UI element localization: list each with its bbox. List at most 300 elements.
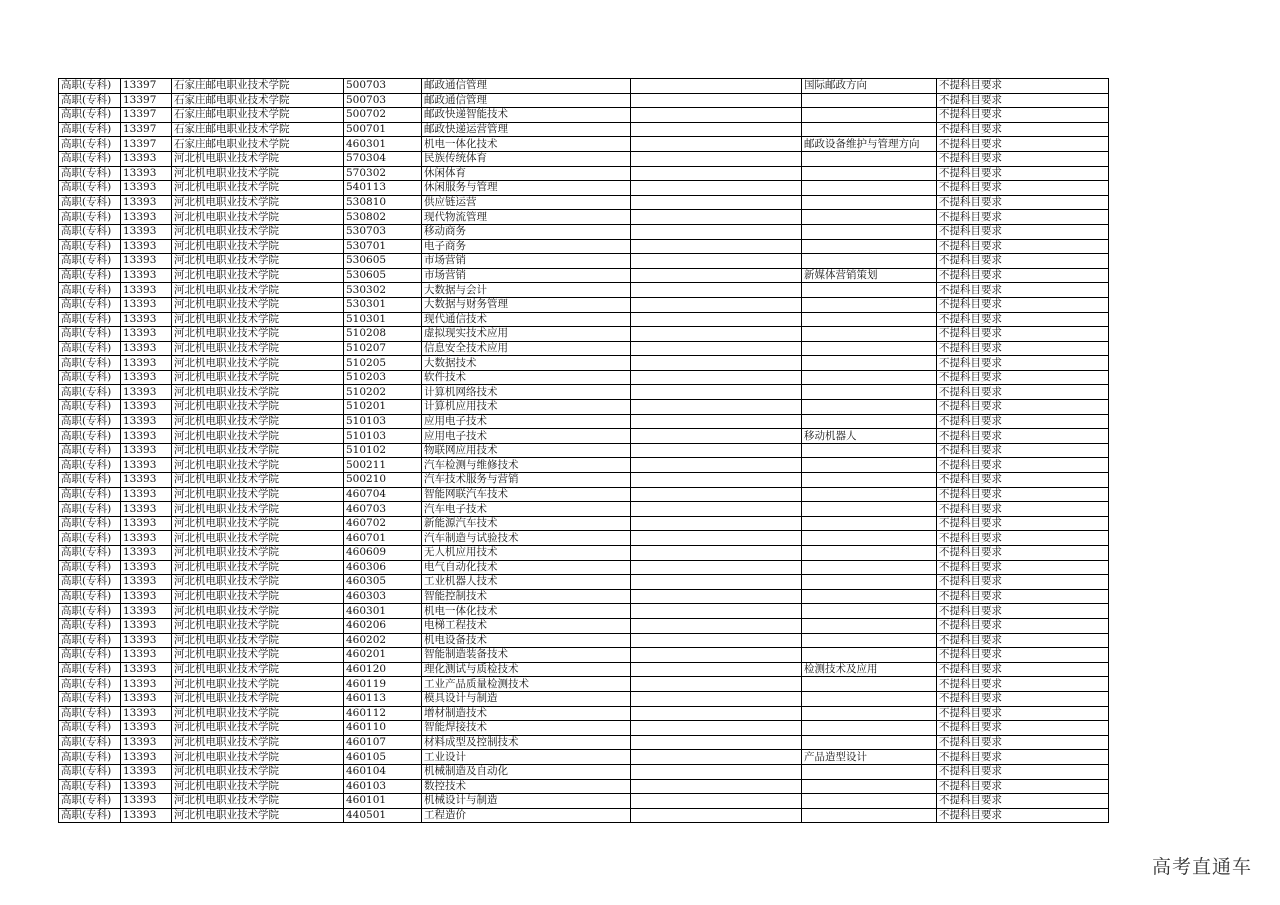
table-row bbox=[59, 356, 1109, 371]
level-cell: 高职(专科) bbox=[59, 604, 121, 619]
direction-cell bbox=[802, 312, 937, 327]
level-cell: 高职(专科) bbox=[59, 254, 121, 269]
requirement-cell: 不提科目要求 bbox=[937, 487, 1109, 502]
requirement-cell: 不提科目要求 bbox=[937, 779, 1109, 794]
major-name-cell: 机械设计与制造 bbox=[422, 794, 631, 809]
school-name-cell: 河北机电职业技术学院 bbox=[172, 808, 344, 823]
direction-cell bbox=[802, 327, 937, 342]
major-code-cell: 530302 bbox=[344, 283, 422, 298]
major-code-cell: 460113 bbox=[344, 691, 422, 706]
requirement-cell: 不提科目要求 bbox=[937, 764, 1109, 779]
major-name-cell: 汽车制造与试验技术 bbox=[422, 531, 631, 546]
school-name-cell: 河北机电职业技术学院 bbox=[172, 516, 344, 531]
table-row bbox=[59, 297, 1109, 312]
table-row bbox=[59, 181, 1109, 196]
requirement-cell: 不提科目要求 bbox=[937, 151, 1109, 166]
level-cell: 高职(专科) bbox=[59, 648, 121, 663]
major-name-cell: 汽车电子技术 bbox=[422, 502, 631, 517]
school-code-cell: 13393 bbox=[121, 779, 172, 794]
major-code-cell: 460101 bbox=[344, 794, 422, 809]
direction-cell bbox=[802, 604, 937, 619]
table-row bbox=[59, 385, 1109, 400]
table-row bbox=[59, 429, 1109, 444]
note-cell bbox=[631, 502, 802, 517]
note-cell bbox=[631, 370, 802, 385]
major-name-cell: 汽车检测与维修技术 bbox=[422, 458, 631, 473]
school-code-cell: 13393 bbox=[121, 750, 172, 765]
direction-cell bbox=[802, 706, 937, 721]
note-cell bbox=[631, 546, 802, 561]
level-cell: 高职(专科) bbox=[59, 268, 121, 283]
school-name-cell: 河北机电职业技术学院 bbox=[172, 370, 344, 385]
school-code-cell: 13393 bbox=[121, 560, 172, 575]
major-code-cell: 510205 bbox=[344, 356, 422, 371]
level-cell: 高职(专科) bbox=[59, 181, 121, 196]
requirement-cell: 不提科目要求 bbox=[937, 560, 1109, 575]
note-cell bbox=[631, 750, 802, 765]
note-cell bbox=[631, 312, 802, 327]
level-cell: 高职(专科) bbox=[59, 151, 121, 166]
note-cell bbox=[631, 79, 802, 94]
major-code-cell: 510203 bbox=[344, 370, 422, 385]
level-cell: 高职(专科) bbox=[59, 750, 121, 765]
school-code-cell: 13393 bbox=[121, 575, 172, 590]
direction-cell bbox=[802, 473, 937, 488]
requirement-cell: 不提科目要求 bbox=[937, 356, 1109, 371]
major-code-cell: 460103 bbox=[344, 779, 422, 794]
major-name-cell: 休闲体育 bbox=[422, 166, 631, 181]
school-code-cell: 13393 bbox=[121, 166, 172, 181]
note-cell bbox=[631, 458, 802, 473]
major-code-cell: 460305 bbox=[344, 575, 422, 590]
major-code-cell: 460301 bbox=[344, 137, 422, 152]
requirement-cell: 不提科目要求 bbox=[937, 181, 1109, 196]
school-name-cell: 石家庄邮电职业技术学院 bbox=[172, 137, 344, 152]
note-cell bbox=[631, 808, 802, 823]
requirement-cell: 不提科目要求 bbox=[937, 93, 1109, 108]
requirement-cell: 不提科目要求 bbox=[937, 79, 1109, 94]
major-name-cell: 物联网应用技术 bbox=[422, 443, 631, 458]
major-code-cell: 510201 bbox=[344, 400, 422, 415]
note-cell bbox=[631, 283, 802, 298]
note-cell bbox=[631, 633, 802, 648]
requirement-cell: 不提科目要求 bbox=[937, 473, 1109, 488]
note-cell bbox=[631, 239, 802, 254]
school-code-cell: 13393 bbox=[121, 210, 172, 225]
requirement-cell: 不提科目要求 bbox=[937, 312, 1109, 327]
major-code-cell: 500210 bbox=[344, 473, 422, 488]
level-cell: 高职(专科) bbox=[59, 779, 121, 794]
level-cell: 高职(专科) bbox=[59, 677, 121, 692]
major-name-cell: 工业机器人技术 bbox=[422, 575, 631, 590]
table-body bbox=[59, 79, 1109, 823]
school-code-cell: 13393 bbox=[121, 297, 172, 312]
requirement-cell: 不提科目要求 bbox=[937, 268, 1109, 283]
school-name-cell: 河北机电职业技术学院 bbox=[172, 633, 344, 648]
school-name-cell: 河北机电职业技术学院 bbox=[172, 546, 344, 561]
note-cell bbox=[631, 575, 802, 590]
direction-cell bbox=[802, 487, 937, 502]
table-row bbox=[59, 122, 1109, 137]
school-code-cell: 13393 bbox=[121, 648, 172, 663]
direction-cell bbox=[802, 400, 937, 415]
note-cell bbox=[631, 648, 802, 663]
school-name-cell: 河北机电职业技术学院 bbox=[172, 764, 344, 779]
direction-cell bbox=[802, 633, 937, 648]
major-code-cell: 440501 bbox=[344, 808, 422, 823]
direction-cell bbox=[802, 122, 937, 137]
major-code-cell: 510103 bbox=[344, 414, 422, 429]
table-row bbox=[59, 706, 1109, 721]
requirement-cell: 不提科目要求 bbox=[937, 604, 1109, 619]
table-row bbox=[59, 370, 1109, 385]
school-code-cell: 13393 bbox=[121, 618, 172, 633]
level-cell: 高职(专科) bbox=[59, 297, 121, 312]
major-name-cell: 供应链运营 bbox=[422, 195, 631, 210]
school-name-cell: 河北机电职业技术学院 bbox=[172, 794, 344, 809]
table-row bbox=[59, 254, 1109, 269]
school-name-cell: 河北机电职业技术学院 bbox=[172, 268, 344, 283]
school-code-cell: 13393 bbox=[121, 429, 172, 444]
school-code-cell: 13393 bbox=[121, 735, 172, 750]
major-name-cell: 无人机应用技术 bbox=[422, 546, 631, 561]
requirement-cell: 不提科目要求 bbox=[937, 224, 1109, 239]
major-code-cell: 460301 bbox=[344, 604, 422, 619]
school-code-cell: 13393 bbox=[121, 764, 172, 779]
direction-cell bbox=[802, 502, 937, 517]
direction-cell bbox=[802, 181, 937, 196]
major-name-cell: 大数据技术 bbox=[422, 356, 631, 371]
note-cell bbox=[631, 195, 802, 210]
direction-cell bbox=[802, 589, 937, 604]
school-name-cell: 河北机电职业技术学院 bbox=[172, 735, 344, 750]
level-cell: 高职(专科) bbox=[59, 400, 121, 415]
major-code-cell: 460303 bbox=[344, 589, 422, 604]
note-cell bbox=[631, 181, 802, 196]
level-cell: 高职(专科) bbox=[59, 589, 121, 604]
note-cell bbox=[631, 400, 802, 415]
major-code-cell: 510301 bbox=[344, 312, 422, 327]
note-cell bbox=[631, 677, 802, 692]
school-name-cell: 石家庄邮电职业技术学院 bbox=[172, 108, 344, 123]
school-code-cell: 13393 bbox=[121, 808, 172, 823]
school-name-cell: 河北机电职业技术学院 bbox=[172, 604, 344, 619]
major-name-cell: 信息安全技术应用 bbox=[422, 341, 631, 356]
table-row bbox=[59, 691, 1109, 706]
direction-cell bbox=[802, 195, 937, 210]
table-row bbox=[59, 239, 1109, 254]
major-code-cell: 510103 bbox=[344, 429, 422, 444]
school-name-cell: 河北机电职业技术学院 bbox=[172, 151, 344, 166]
direction-cell: 邮政设备维护与管理方向 bbox=[802, 137, 937, 152]
direction-cell bbox=[802, 370, 937, 385]
level-cell: 高职(专科) bbox=[59, 487, 121, 502]
direction-cell bbox=[802, 254, 937, 269]
school-name-cell: 河北机电职业技术学院 bbox=[172, 224, 344, 239]
requirement-cell: 不提科目要求 bbox=[937, 283, 1109, 298]
note-cell bbox=[631, 794, 802, 809]
table-row bbox=[59, 735, 1109, 750]
major-name-cell: 智能控制技术 bbox=[422, 589, 631, 604]
requirement-cell: 不提科目要求 bbox=[937, 210, 1109, 225]
table-row bbox=[59, 779, 1109, 794]
direction-cell bbox=[802, 546, 937, 561]
major-code-cell: 500211 bbox=[344, 458, 422, 473]
direction-cell bbox=[802, 691, 937, 706]
major-code-cell: 530810 bbox=[344, 195, 422, 210]
level-cell: 高职(专科) bbox=[59, 341, 121, 356]
school-name-cell: 石家庄邮电职业技术学院 bbox=[172, 79, 344, 94]
level-cell: 高职(专科) bbox=[59, 108, 121, 123]
major-name-cell: 大数据与会计 bbox=[422, 283, 631, 298]
level-cell: 高职(专科) bbox=[59, 808, 121, 823]
note-cell bbox=[631, 210, 802, 225]
direction-cell bbox=[802, 764, 937, 779]
major-code-cell: 510208 bbox=[344, 327, 422, 342]
school-code-cell: 13393 bbox=[121, 224, 172, 239]
level-cell: 高职(专科) bbox=[59, 122, 121, 137]
watermark-text: 高考直通车 bbox=[1151, 856, 1252, 878]
level-cell: 高职(专科) bbox=[59, 633, 121, 648]
table-row bbox=[59, 79, 1109, 94]
requirement-cell: 不提科目要求 bbox=[937, 531, 1109, 546]
table-row bbox=[59, 473, 1109, 488]
school-code-cell: 13393 bbox=[121, 370, 172, 385]
major-code-cell: 460206 bbox=[344, 618, 422, 633]
major-name-cell: 休闲服务与管理 bbox=[422, 181, 631, 196]
table-row bbox=[59, 618, 1109, 633]
major-name-cell: 机电设备技术 bbox=[422, 633, 631, 648]
level-cell: 高职(专科) bbox=[59, 473, 121, 488]
school-code-cell: 13397 bbox=[121, 108, 172, 123]
major-code-cell: 570302 bbox=[344, 166, 422, 181]
note-cell bbox=[631, 327, 802, 342]
major-name-cell: 邮政快递智能技术 bbox=[422, 108, 631, 123]
major-name-cell: 智能制造装备技术 bbox=[422, 648, 631, 663]
school-name-cell: 石家庄邮电职业技术学院 bbox=[172, 122, 344, 137]
school-code-cell: 13397 bbox=[121, 79, 172, 94]
school-name-cell: 河北机电职业技术学院 bbox=[172, 414, 344, 429]
major-name-cell: 智能网联汽车技术 bbox=[422, 487, 631, 502]
requirement-cell: 不提科目要求 bbox=[937, 750, 1109, 765]
school-code-cell: 13393 bbox=[121, 662, 172, 677]
school-code-cell: 13393 bbox=[121, 691, 172, 706]
table-row bbox=[59, 648, 1109, 663]
major-code-cell: 460105 bbox=[344, 750, 422, 765]
major-code-cell: 530703 bbox=[344, 224, 422, 239]
direction-cell: 检测技术及应用 bbox=[802, 662, 937, 677]
table-row bbox=[59, 312, 1109, 327]
school-code-cell: 13393 bbox=[121, 516, 172, 531]
note-cell bbox=[631, 356, 802, 371]
note-cell bbox=[631, 764, 802, 779]
note-cell bbox=[631, 341, 802, 356]
major-code-cell: 530701 bbox=[344, 239, 422, 254]
direction-cell bbox=[802, 458, 937, 473]
school-name-cell: 河北机电职业技术学院 bbox=[172, 341, 344, 356]
direction-cell bbox=[802, 93, 937, 108]
requirement-cell: 不提科目要求 bbox=[937, 370, 1109, 385]
table-row bbox=[59, 151, 1109, 166]
school-name-cell: 河北机电职业技术学院 bbox=[172, 618, 344, 633]
major-name-cell: 大数据与财务管理 bbox=[422, 297, 631, 312]
requirement-cell: 不提科目要求 bbox=[937, 721, 1109, 736]
major-code-cell: 460202 bbox=[344, 633, 422, 648]
major-code-cell: 460112 bbox=[344, 706, 422, 721]
note-cell bbox=[631, 108, 802, 123]
table-row bbox=[59, 750, 1109, 765]
table-row bbox=[59, 458, 1109, 473]
major-code-cell: 460119 bbox=[344, 677, 422, 692]
major-name-cell: 民族传统体育 bbox=[422, 151, 631, 166]
major-name-cell: 虚拟现实技术应用 bbox=[422, 327, 631, 342]
requirement-cell: 不提科目要求 bbox=[937, 691, 1109, 706]
level-cell: 高职(专科) bbox=[59, 283, 121, 298]
level-cell: 高职(专科) bbox=[59, 93, 121, 108]
requirement-cell: 不提科目要求 bbox=[937, 429, 1109, 444]
requirement-cell: 不提科目要求 bbox=[937, 735, 1109, 750]
major-name-cell: 电气自动化技术 bbox=[422, 560, 631, 575]
direction-cell bbox=[802, 414, 937, 429]
school-code-cell: 13393 bbox=[121, 341, 172, 356]
major-code-cell: 460609 bbox=[344, 546, 422, 561]
note-cell bbox=[631, 618, 802, 633]
school-name-cell: 河北机电职业技术学院 bbox=[172, 779, 344, 794]
admission-table bbox=[58, 78, 1109, 823]
school-name-cell: 河北机电职业技术学院 bbox=[172, 691, 344, 706]
major-name-cell: 电子商务 bbox=[422, 239, 631, 254]
direction-cell bbox=[802, 151, 937, 166]
note-cell bbox=[631, 516, 802, 531]
school-name-cell: 河北机电职业技术学院 bbox=[172, 385, 344, 400]
school-name-cell: 河北机电职业技术学院 bbox=[172, 487, 344, 502]
level-cell: 高职(专科) bbox=[59, 79, 121, 94]
table-row bbox=[59, 808, 1109, 823]
direction-cell bbox=[802, 341, 937, 356]
level-cell: 高职(专科) bbox=[59, 502, 121, 517]
requirement-cell: 不提科目要求 bbox=[937, 618, 1109, 633]
school-code-cell: 13393 bbox=[121, 414, 172, 429]
major-name-cell: 邮政快递运营管理 bbox=[422, 122, 631, 137]
requirement-cell: 不提科目要求 bbox=[937, 808, 1109, 823]
school-code-cell: 13397 bbox=[121, 122, 172, 137]
requirement-cell: 不提科目要求 bbox=[937, 633, 1109, 648]
requirement-cell: 不提科目要求 bbox=[937, 414, 1109, 429]
school-name-cell: 河北机电职业技术学院 bbox=[172, 589, 344, 604]
level-cell: 高职(专科) bbox=[59, 531, 121, 546]
school-code-cell: 13393 bbox=[121, 283, 172, 298]
requirement-cell: 不提科目要求 bbox=[937, 297, 1109, 312]
school-code-cell: 13393 bbox=[121, 239, 172, 254]
direction-cell bbox=[802, 808, 937, 823]
table-row bbox=[59, 721, 1109, 736]
school-name-cell: 河北机电职业技术学院 bbox=[172, 458, 344, 473]
table-row bbox=[59, 764, 1109, 779]
major-name-cell: 计算机网络技术 bbox=[422, 385, 631, 400]
direction-cell bbox=[802, 648, 937, 663]
table-row bbox=[59, 195, 1109, 210]
level-cell: 高职(专科) bbox=[59, 560, 121, 575]
school-name-cell: 河北机电职业技术学院 bbox=[172, 429, 344, 444]
note-cell bbox=[631, 224, 802, 239]
requirement-cell: 不提科目要求 bbox=[937, 589, 1109, 604]
direction-cell bbox=[802, 166, 937, 181]
requirement-cell: 不提科目要求 bbox=[937, 516, 1109, 531]
note-cell bbox=[631, 604, 802, 619]
school-name-cell: 河北机电职业技术学院 bbox=[172, 575, 344, 590]
requirement-cell: 不提科目要求 bbox=[937, 706, 1109, 721]
major-code-cell: 460703 bbox=[344, 502, 422, 517]
requirement-cell: 不提科目要求 bbox=[937, 575, 1109, 590]
direction-cell bbox=[802, 618, 937, 633]
table-row bbox=[59, 677, 1109, 692]
requirement-cell: 不提科目要求 bbox=[937, 443, 1109, 458]
major-code-cell: 460702 bbox=[344, 516, 422, 531]
major-name-cell: 工业产品质量检测技术 bbox=[422, 677, 631, 692]
note-cell bbox=[631, 297, 802, 312]
school-code-cell: 13393 bbox=[121, 327, 172, 342]
school-name-cell: 河北机电职业技术学院 bbox=[172, 195, 344, 210]
note-cell bbox=[631, 137, 802, 152]
school-code-cell: 13393 bbox=[121, 385, 172, 400]
table-row bbox=[59, 662, 1109, 677]
note-cell bbox=[631, 166, 802, 181]
direction-cell bbox=[802, 385, 937, 400]
level-cell: 高职(专科) bbox=[59, 691, 121, 706]
direction-cell bbox=[802, 297, 937, 312]
school-name-cell: 河北机电职业技术学院 bbox=[172, 181, 344, 196]
major-name-cell: 市场营销 bbox=[422, 268, 631, 283]
school-code-cell: 13393 bbox=[121, 356, 172, 371]
school-code-cell: 13393 bbox=[121, 151, 172, 166]
table-row bbox=[59, 487, 1109, 502]
requirement-cell: 不提科目要求 bbox=[937, 546, 1109, 561]
requirement-cell: 不提科目要求 bbox=[937, 166, 1109, 181]
major-code-cell: 530802 bbox=[344, 210, 422, 225]
direction-cell bbox=[802, 108, 937, 123]
level-cell: 高职(专科) bbox=[59, 327, 121, 342]
level-cell: 高职(专科) bbox=[59, 356, 121, 371]
major-code-cell: 510202 bbox=[344, 385, 422, 400]
major-name-cell: 机电一体化技术 bbox=[422, 137, 631, 152]
school-name-cell: 河北机电职业技术学院 bbox=[172, 531, 344, 546]
level-cell: 高职(专科) bbox=[59, 721, 121, 736]
table-row bbox=[59, 327, 1109, 342]
major-name-cell: 汽车技术服务与营销 bbox=[422, 473, 631, 488]
note-cell bbox=[631, 414, 802, 429]
major-name-cell: 工程造价 bbox=[422, 808, 631, 823]
school-name-cell: 河北机电职业技术学院 bbox=[172, 706, 344, 721]
note-cell bbox=[631, 721, 802, 736]
school-code-cell: 13393 bbox=[121, 633, 172, 648]
table-row bbox=[59, 341, 1109, 356]
major-code-cell: 460701 bbox=[344, 531, 422, 546]
table-row bbox=[59, 443, 1109, 458]
level-cell: 高职(专科) bbox=[59, 516, 121, 531]
note-cell bbox=[631, 473, 802, 488]
level-cell: 高职(专科) bbox=[59, 735, 121, 750]
level-cell: 高职(专科) bbox=[59, 443, 121, 458]
table-row bbox=[59, 400, 1109, 415]
level-cell: 高职(专科) bbox=[59, 239, 121, 254]
level-cell: 高职(专科) bbox=[59, 414, 121, 429]
school-name-cell: 河北机电职业技术学院 bbox=[172, 721, 344, 736]
note-cell bbox=[631, 93, 802, 108]
level-cell: 高职(专科) bbox=[59, 794, 121, 809]
major-name-cell: 软件技术 bbox=[422, 370, 631, 385]
school-code-cell: 13393 bbox=[121, 502, 172, 517]
school-name-cell: 河北机电职业技术学院 bbox=[172, 239, 344, 254]
